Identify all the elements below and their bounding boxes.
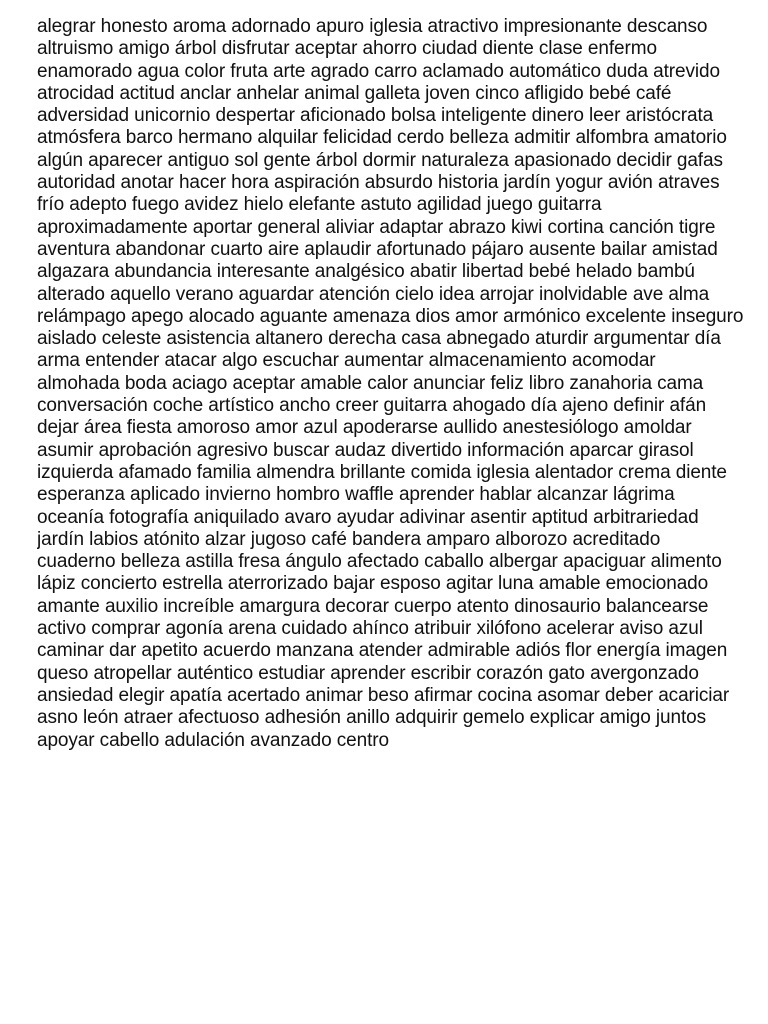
text-line: enamorado agua color fruta arte agrado carro aclamado automático duda atrevido (37, 60, 720, 82)
text-line: dejar área fiesta amoroso amor azul apoderarse aullido anestesiólogo amoldar (37, 417, 692, 439)
word-list-text (37, 16, 768, 752)
text-line: izquierda afamado familia almendra brillante comida iglesia alentador crema diente (37, 461, 727, 483)
text-line: frío adepto fuego avidez hielo elefante astuto agilidad juego guitarra (37, 194, 602, 216)
text-line: alegrar honesto aroma adornado apuro iglesia atractivo impresionante descanso (37, 16, 708, 37)
text-line: cuaderno belleza astilla fresa ángulo afectado caballo albergar apaciguar alimento (37, 551, 722, 573)
text-line: jardín labios atónito alzar jugoso café bandera amparo alborozo acreditado (37, 528, 661, 550)
text-line: asno león atraer afectuoso adhesión anillo adquirir gemelo explicar amigo juntos (37, 707, 707, 729)
text-line: atrocidad actitud anclar anhelar animal galleta joven cinco afligido bebé café (37, 82, 672, 104)
text-line: lápiz concierto estrella aterrorizado bajar esposo agitar luna amable emocionado (37, 573, 709, 595)
text-line: asumir aprobación agresivo buscar audaz divertido información aparcar girasol (37, 439, 694, 461)
text-line: algún aparecer antiguo sol gente árbol dormir naturaleza apasionado decidir gafas (37, 149, 723, 171)
text-line: relámpago apego alocado aguante amenaza dios amor armónico excelente inseguro (37, 305, 744, 327)
text-line: esperanza aplicado invierno hombro waffle aprender hablar alcanzar lágrima (37, 484, 675, 506)
text-line: activo comprar agonía arena cuidado ahínco atribuir xilófono acelerar aviso azul (37, 618, 703, 640)
text-line: aventura abandonar cuarto aire aplaudir afortunado pájaro ausente bailar amistad (37, 238, 718, 260)
text-line: aproximadamente aportar general aliviar adaptar abrazo kiwi cortina canción tigre (37, 216, 716, 238)
text-line: alterado aquello verano aguardar atención cielo idea arrojar inolvidable ave alma (37, 283, 710, 305)
text-line: amante auxilio increíble amargura decorar cuerpo atento dinosaurio balancearse (37, 595, 709, 617)
text-line: conversación coche artístico ancho creer guitarra ahogado día ajeno definir afán (37, 395, 707, 417)
text-line: queso atropellar auténtico estudiar aprender escribir corazón gato avergonzado (37, 662, 699, 684)
text-line: aislado celeste asistencia altanero derecha casa abnegado aturdir argumentar día (37, 328, 721, 350)
text-line: autoridad anotar hacer hora aspiración absurdo historia jardín yogur avión atraves (37, 172, 720, 194)
text-line: altruismo amigo árbol disfrutar aceptar ahorro ciudad diente clase enfermo (37, 38, 657, 60)
text-line: atmósfera barco hermano alquilar felicidad cerdo belleza admitir alfombra amatorio (37, 127, 727, 149)
text-line: almohada boda aciago aceptar amable calor anunciar feliz libro zanahoria cama (37, 372, 704, 394)
text-line: algazara abundancia interesante analgésico abatir libertad bebé helado bambú (37, 261, 695, 283)
text-line: oceanía fotografía aniquilado avaro ayudar adivinar asentir aptitud arbitrariedad (37, 506, 699, 528)
text-line: apoyar cabello adulación avanzado centro (37, 729, 389, 751)
text-line: ansiedad elegir apatía acertado animar beso afirmar cocina asomar deber acariciar (37, 684, 730, 706)
text-line: caminar dar apetito acuerdo manzana atender admirable adiós flor energía imagen (37, 640, 728, 662)
text-line: arma entender atacar algo escuchar aumentar almacenamiento acomodar (37, 350, 656, 372)
text-line: adversidad unicornio despertar aficionado bolsa inteligente dinero leer aristócrata (37, 105, 714, 127)
